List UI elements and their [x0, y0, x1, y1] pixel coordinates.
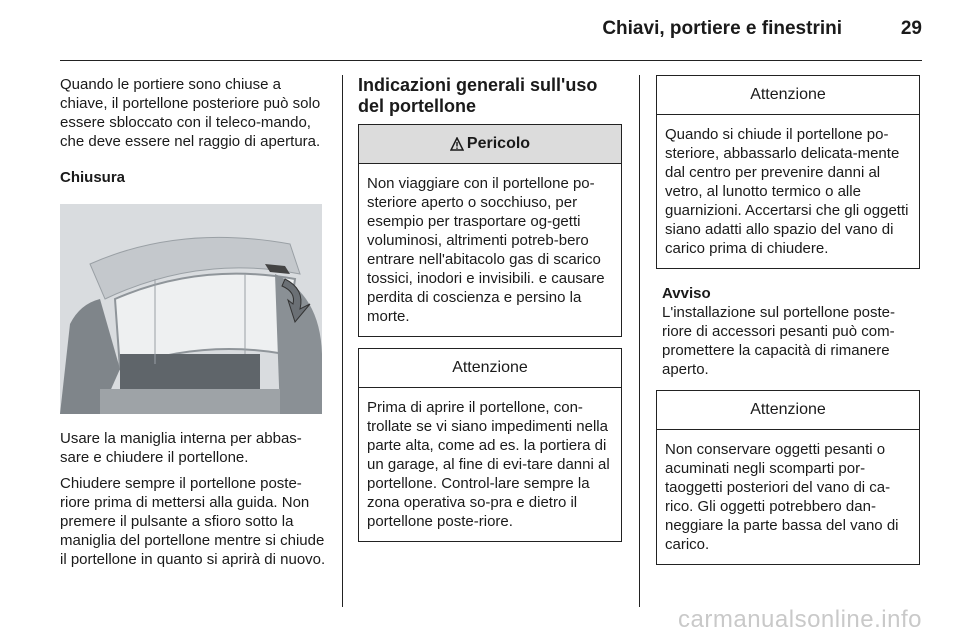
tailgate-illustration — [60, 204, 322, 414]
chapter-title: Chiavi, portiere e finestrini — [602, 18, 842, 39]
caution-box — [358, 348, 622, 542]
caution-title: Attenzione — [359, 349, 621, 388]
caution2-title: Attenzione — [657, 391, 919, 430]
danger-box-header — [359, 125, 621, 164]
notice-text: L'installazione sul portellone poste-riore di accessori pesanti può com-promettere la capacità di rimanere aperto. — [662, 304, 896, 378]
header-rule — [60, 60, 922, 61]
tailgate-photo — [60, 204, 322, 414]
caution1-text: Quando si chiude il portellone po-steriore, abbassarlo delicata-mente dal centro per prevenire danni al vetro, al lunotto termico o alle guarnizioni. Accertarsi che gli oggetti siano adatti allo spazio del vano di carico prima di chiudere. — [665, 126, 909, 257]
caution1-title: Attenzione — [657, 76, 919, 115]
notice-title: Avviso — [662, 285, 711, 302]
warning-triangle-icon — [450, 137, 464, 151]
photo-caption: Usare la maniglia interna per abbas-sare e chiudere il portellone. — [60, 430, 302, 466]
column-divider-2 — [639, 75, 640, 607]
page-number: 29 — [900, 18, 922, 39]
intro-paragraph: Quando le portiere sono chiuse a chiave, il portellone posteriore può solo essere sbloccato con il teleco-mando, che deve essere nel raggio di apertura. — [60, 76, 321, 150]
caution-box-1 — [656, 75, 920, 269]
caution-box-2 — [656, 390, 920, 565]
column-1 — [60, 75, 328, 569]
watermark: carmanualsonline.info — [678, 606, 922, 633]
notice-block — [656, 284, 920, 379]
page-header — [0, 0, 960, 60]
column-3 — [656, 75, 920, 565]
column-2 — [358, 75, 622, 542]
danger-box — [358, 124, 622, 337]
section-heading: Indicazioni generali sull'uso del portellone — [358, 75, 598, 116]
danger-text: Non viaggiare con il portellone po-steriore aperto o socchiuso, per esempio per trasportare og-getti voluminosi, altrimenti potreb-bero entrare nell'abitacolo gas di scarico tossici, inodori e invisibili. e causare perdita di coscienza e persino la morte. — [367, 175, 605, 325]
body-paragraph: Chiudere sempre il portellone poste-riore prima di mettersi alla guida. Non premere il pulsante a sfioro sotto la maniglia del portellone mentre si chiude il portellone in quanto si aprirà di nuovo. — [60, 475, 326, 568]
danger-title: Pericolo — [466, 135, 531, 152]
subheading-chiusura: Chiusura — [60, 169, 126, 186]
caution2-text: Non conservare oggetti pesanti o acuminati negli scomparti por-taoggetti posteriori del vano di ca-rico. Gli oggetti potrebbero dan-neggiare la parte bassa del vano di carico. — [665, 441, 899, 553]
column-divider-1 — [342, 75, 343, 607]
caution-text: Prima di aprire il portellone, con-trollate se vi siano impedimenti nella parte alta, come ad es. la portiera di un garage, al fine di evi-tare danni al portellone. Control-lare sempre la zona operativa so-pra e dietro il portellone poste-riore. — [367, 399, 610, 530]
